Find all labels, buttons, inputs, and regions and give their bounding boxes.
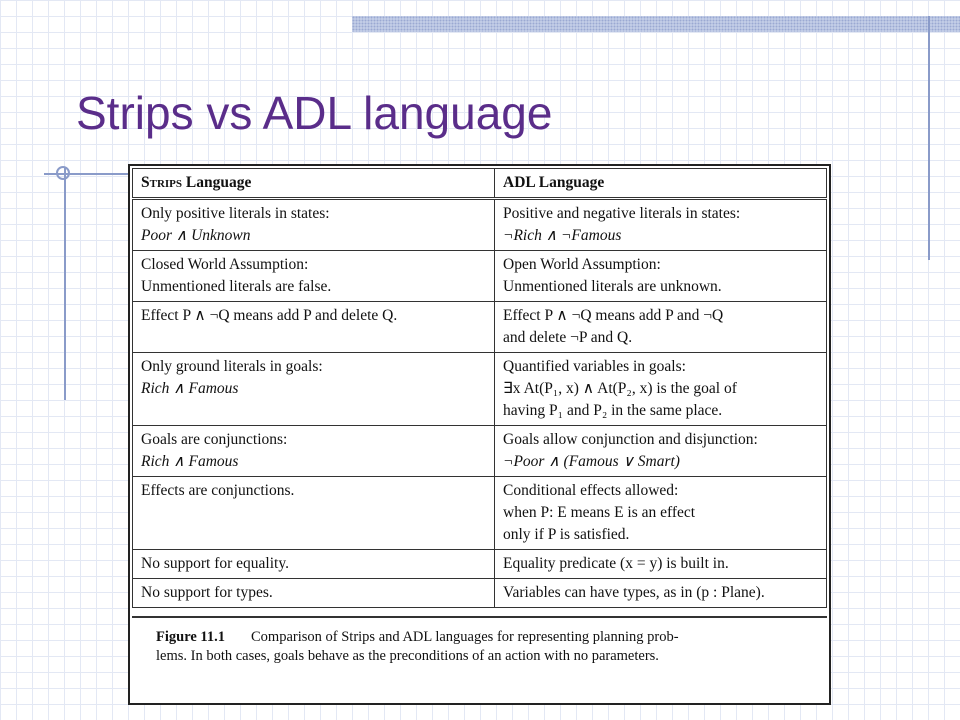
adl-line: Variables can have types, as in (p : Plane). — [503, 584, 765, 601]
table-row — [133, 199, 827, 251]
caption-line: Comparison of Strips and ADL languages for representing planning prob- — [251, 629, 679, 645]
strips-line: Closed World Assumption: — [141, 256, 309, 273]
header-strips — [133, 169, 495, 199]
strips-cell — [133, 579, 495, 608]
strips-line: Effect P ∧ ¬Q means add P and delete Q. — [141, 307, 398, 324]
adl-cell — [495, 251, 827, 302]
table-row — [133, 353, 827, 426]
strips-line: Effects are conjunctions. — [141, 482, 295, 499]
adl-cell — [495, 550, 827, 579]
strips-line: No support for equality. — [141, 555, 289, 572]
table-header-row — [133, 169, 827, 199]
table-row — [133, 579, 827, 608]
adl-line: ¬Rich ∧ ¬Famous — [503, 227, 622, 244]
strips-cell — [133, 426, 495, 477]
figure-label: Figure 11.1 — [156, 629, 226, 645]
adl-line: Effect P ∧ ¬Q means add P and ¬Q — [503, 307, 724, 324]
decorative-line — [928, 16, 930, 260]
adl-cell — [495, 353, 827, 426]
adl-line: Conditional effects allowed: — [503, 482, 679, 499]
adl-line: Equality predicate (x = y) is built in. — [503, 555, 729, 572]
header-adl-text: ADL Language — [503, 174, 605, 191]
adl-line: only if P is satisfied. — [503, 526, 630, 543]
strips-line: No support for types. — [141, 584, 273, 601]
strips-line: Rich ∧ Famous — [141, 380, 239, 397]
comparison-figure — [128, 164, 831, 705]
table-row — [133, 550, 827, 579]
decorative-line — [64, 168, 66, 400]
table-row — [133, 302, 827, 353]
slide-title: Strips vs ADL language — [76, 87, 553, 139]
adl-line: and delete ¬P and Q. — [503, 329, 633, 346]
adl-cell — [495, 579, 827, 608]
adl-line: Positive and negative literals in states: — [503, 205, 741, 222]
strips-line: Only ground literals in goals: — [141, 358, 323, 375]
table-row — [133, 477, 827, 550]
decorative-band — [352, 16, 960, 32]
figure-caption — [132, 616, 827, 670]
strips-cell — [133, 199, 495, 251]
strips-cell — [133, 353, 495, 426]
strips-cell — [133, 302, 495, 353]
strips-line: Rich ∧ Famous — [141, 453, 239, 470]
header-strips-sc: Strips — [141, 174, 183, 191]
adl-line: having P₁ and P₂ in the same place. — [503, 402, 723, 419]
adl-line: when P: E means E is an effect — [503, 504, 696, 521]
decorative-circle-icon — [56, 166, 70, 180]
adl-line: ¬Poor ∧ (Famous ∨ Smart) — [503, 453, 680, 470]
adl-cell — [495, 199, 827, 251]
adl-cell — [495, 302, 827, 353]
adl-line: Quantified variables in goals: — [503, 358, 686, 375]
adl-line: Unmentioned literals are unknown. — [503, 278, 722, 295]
strips-cell — [133, 477, 495, 550]
header-adl — [495, 169, 827, 199]
adl-line: Goals allow conjunction and disjunction: — [503, 431, 758, 448]
table-row — [133, 426, 827, 477]
strips-line: Only positive literals in states: — [141, 205, 330, 222]
adl-line: ∃x At(P₁, x) ∧ At(P₂, x) is the goal of — [503, 380, 737, 397]
strips-line: Poor ∧ Unknown — [141, 227, 251, 244]
caption-line: lems. In both cases, goals behave as the preconditions of an action with no parameters. — [156, 648, 659, 664]
adl-line: Open World Assumption: — [503, 256, 661, 273]
table-row — [133, 251, 827, 302]
adl-cell — [495, 477, 827, 550]
adl-cell — [495, 426, 827, 477]
strips-cell — [133, 550, 495, 579]
strips-cell — [133, 251, 495, 302]
header-strips-rest: Language — [182, 174, 252, 191]
comparison-table — [132, 168, 827, 608]
strips-line: Goals are conjunctions: — [141, 431, 288, 448]
strips-line: Unmentioned literals are false. — [141, 278, 332, 295]
